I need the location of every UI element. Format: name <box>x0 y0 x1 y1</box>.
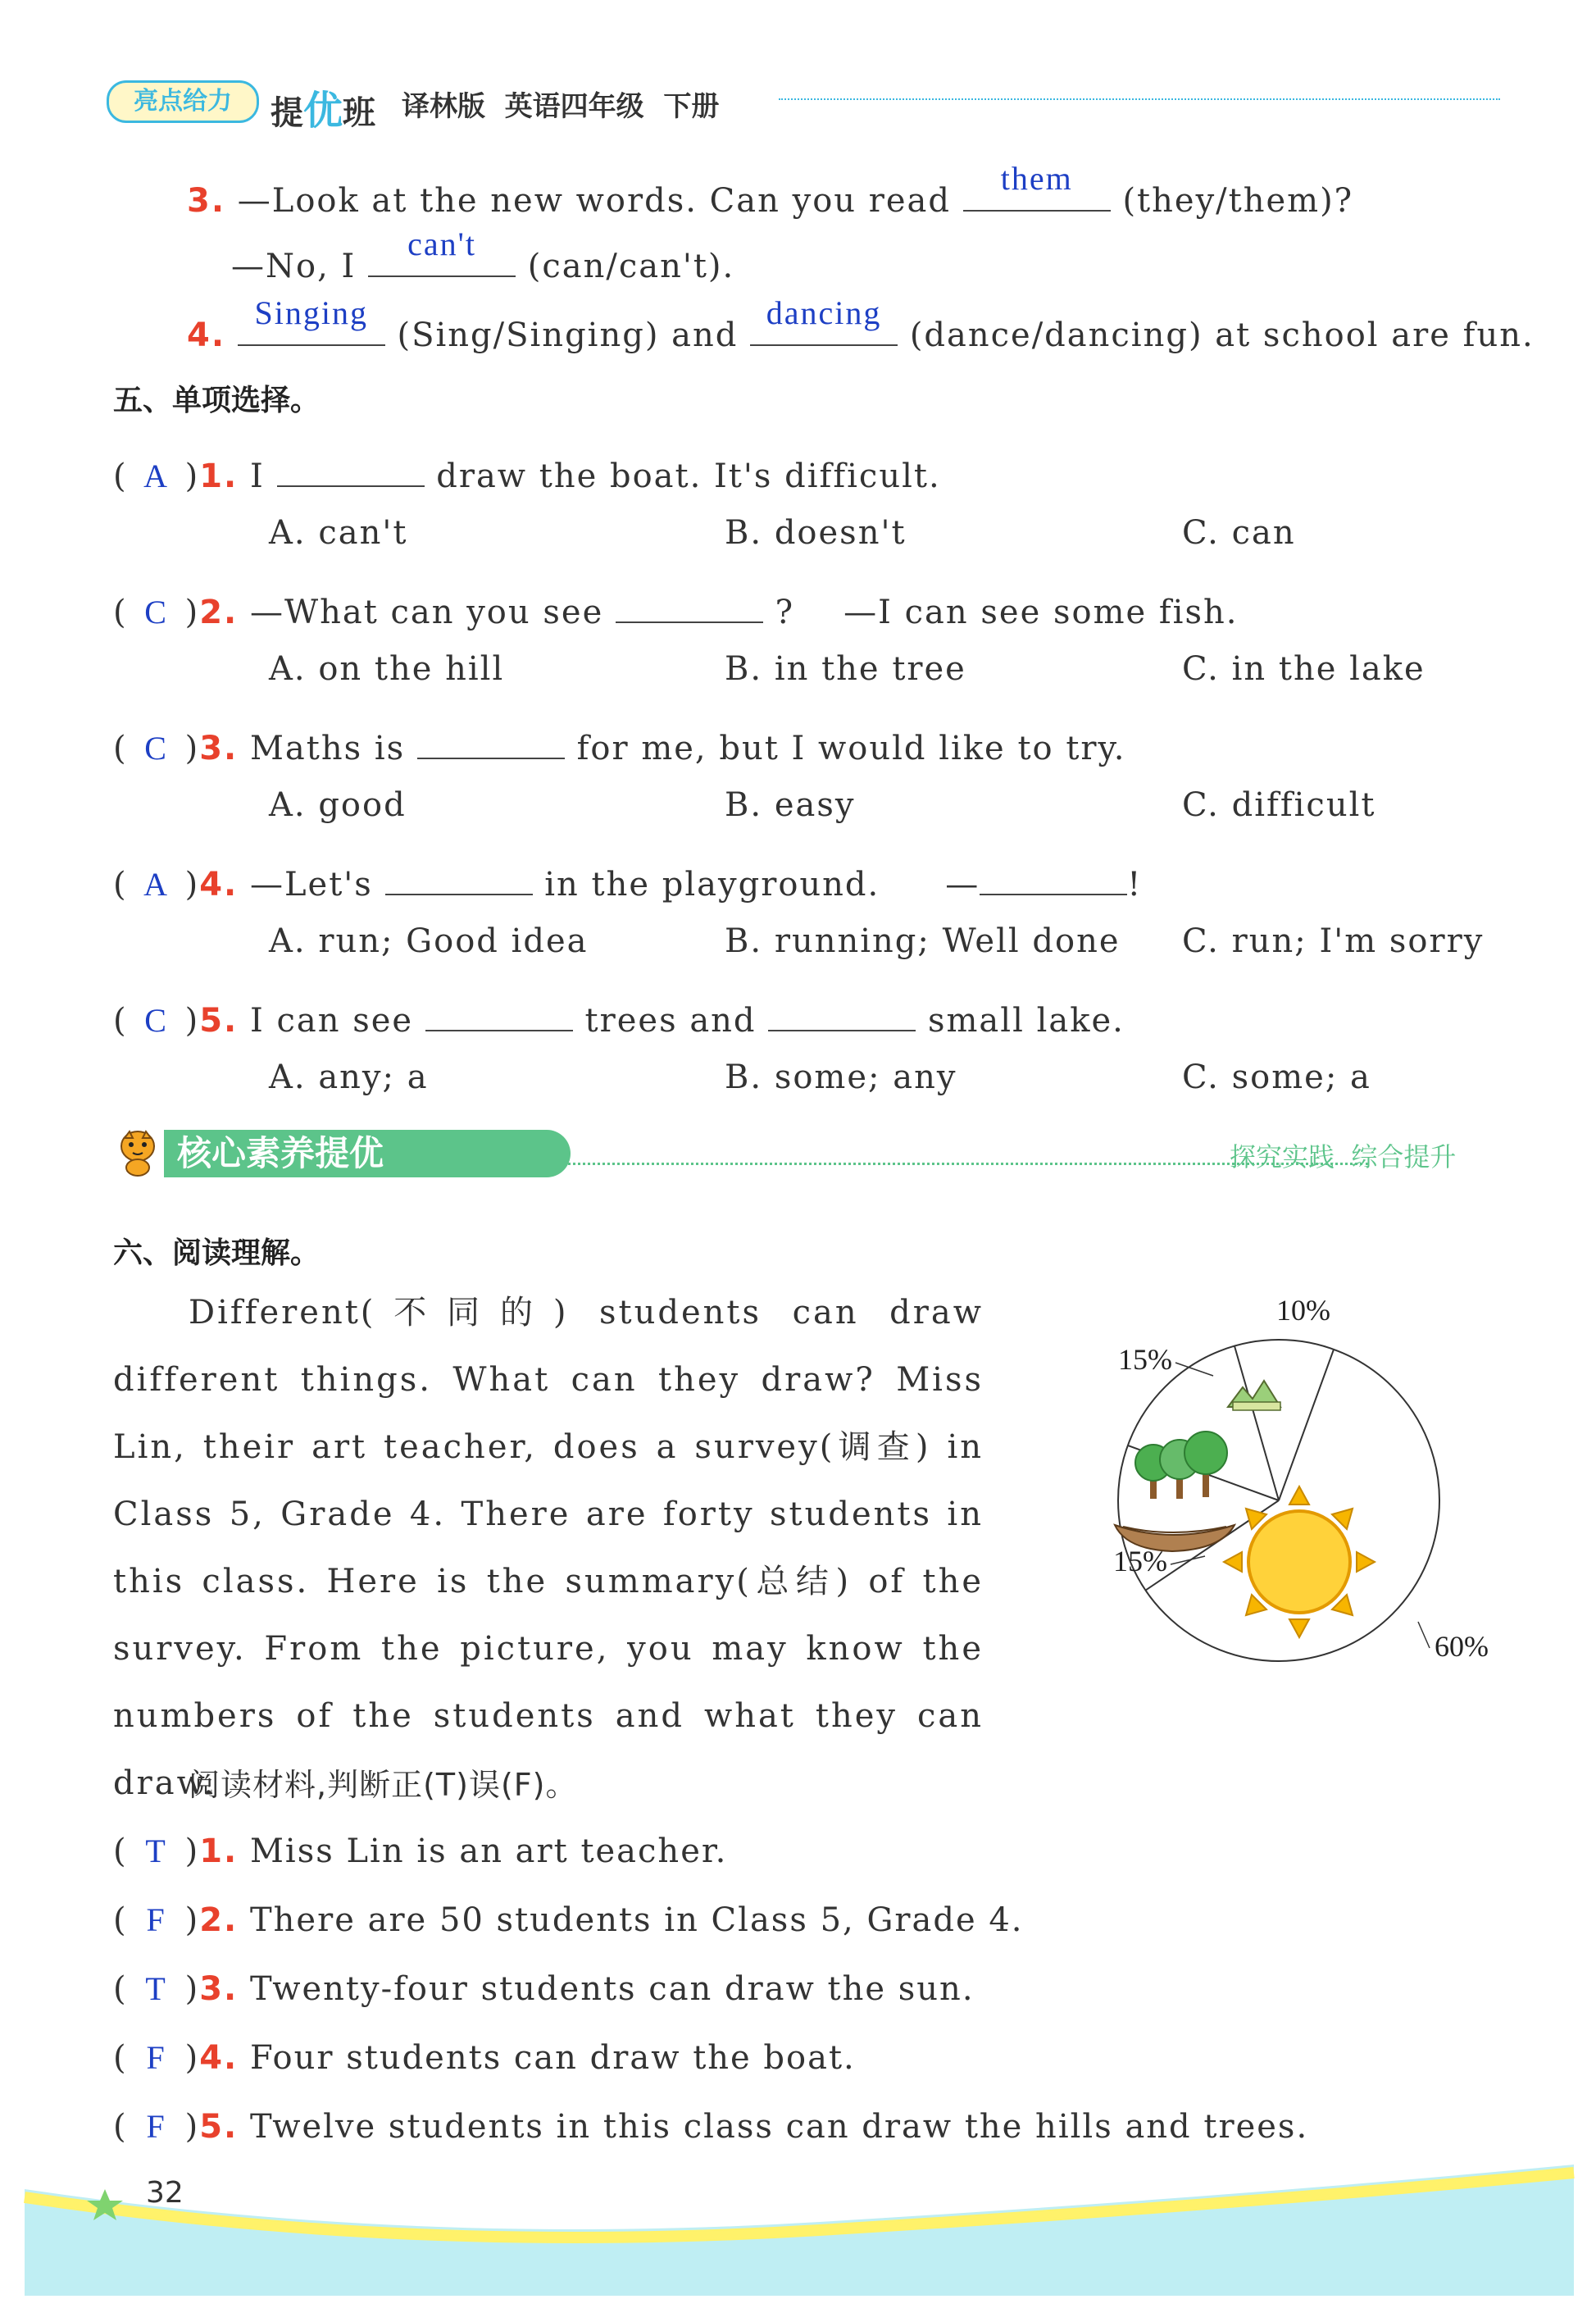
answer-paren-open: ( <box>113 2108 128 2146</box>
answer-choice[interactable]: C <box>144 730 168 767</box>
question-4-4 <box>187 294 1535 354</box>
mc-question <box>113 722 1126 765</box>
option-c[interactable]: C. run; I'm sorry <box>1182 922 1485 960</box>
pie-slice-label: 60% <box>1435 1630 1489 1663</box>
section-5-title: 五、单项选择。 <box>113 384 321 417</box>
question-text: ! <box>1127 866 1143 904</box>
tf-question <box>113 1832 728 1870</box>
option-b[interactable]: B. doesn't <box>725 514 907 552</box>
answer-paren-close: ) <box>184 1832 200 1870</box>
banner-subtitle: 探究实践 综合提升 <box>1230 1141 1457 1172</box>
option-a[interactable]: A. on the hill <box>269 650 505 688</box>
banner-title: 核心素养提优 <box>164 1130 571 1177</box>
header-badge: 亮点给力 <box>107 80 259 123</box>
answer-paren-open: ( <box>113 1970 128 2008</box>
section-6-title: 六、阅读理解。 <box>113 1236 321 1270</box>
pie-slices <box>1118 1340 1439 1661</box>
question-text: Twenty-four students can draw the sun. <box>249 1970 975 2008</box>
mc-question <box>113 858 1143 904</box>
question-blank[interactable] <box>980 858 1127 895</box>
answer-paren-open: ( <box>113 866 128 904</box>
answer-text: can't <box>407 225 476 262</box>
tf-question <box>113 1901 1024 1939</box>
question-number: 4. <box>199 866 239 904</box>
answer-paren-open: ( <box>113 1901 128 1939</box>
option-c[interactable]: C. can <box>1182 514 1296 552</box>
question-text: I can see <box>249 1002 414 1040</box>
question-blank[interactable] <box>417 722 565 759</box>
question-text: Miss Lin is an art teacher. <box>249 1832 728 1870</box>
answer-blank[interactable] <box>750 294 898 346</box>
answer-text: dancing <box>766 294 882 331</box>
question-number: 2. <box>199 1901 239 1939</box>
page-number: 32 <box>146 2176 184 2210</box>
question-4-3-line2 <box>231 225 735 285</box>
question-text: There are 50 students in Class 5, Grade 4. <box>249 1901 1024 1939</box>
answer-paren-close: ) <box>184 1970 200 2008</box>
page-header <box>107 75 1500 134</box>
answer-paren-close: ) <box>184 2108 200 2146</box>
question-text: —What can you see <box>249 594 604 631</box>
pie-slice-label: 10% <box>1276 1295 1330 1327</box>
header-rule <box>779 98 1500 100</box>
answer-paren-close: ) <box>184 1002 200 1040</box>
question-number: 3. <box>199 730 239 767</box>
answer-paren-close: ) <box>184 1901 200 1939</box>
pie-slice-label: 15% <box>1113 1545 1167 1577</box>
answer-choice[interactable]: T <box>145 1970 167 2007</box>
question-number: 1. <box>199 1832 239 1870</box>
question-text: —Look at the new words. Can you read <box>237 182 952 220</box>
answer-paren-open: ( <box>113 730 128 767</box>
answer-choice[interactable]: F <box>146 2039 166 2076</box>
question-blank[interactable] <box>768 994 916 1031</box>
question-blank[interactable] <box>425 994 573 1031</box>
tf-question <box>113 1970 975 2008</box>
header-info: 译林版 英语四年级 下册 <box>402 90 720 123</box>
question-number: 2. <box>199 594 239 631</box>
answer-choice[interactable]: T <box>145 1832 167 1869</box>
brand-part-2: 优 <box>303 88 343 134</box>
question-text: draw the boat. It's difficult. <box>436 458 941 495</box>
option-c[interactable]: C. some; a <box>1182 1058 1371 1096</box>
question-blank[interactable] <box>277 449 425 487</box>
answer-text: Singing <box>254 294 368 331</box>
question-text: (Sing/Singing) and <box>397 316 739 354</box>
reading-instruction: 阅读材料,判断正(T)误(F)。 <box>189 1767 578 1803</box>
option-b[interactable]: B. running; Well done <box>725 922 1121 960</box>
option-b[interactable]: B. in the tree <box>725 650 966 688</box>
header-brand <box>271 79 375 135</box>
question-text: —I can see some fish. <box>843 594 1239 631</box>
tf-question <box>113 2039 856 2077</box>
answer-paren-open: ( <box>113 2039 128 2077</box>
question-text: ? <box>775 594 795 631</box>
question-text: (can/can't). <box>527 248 735 285</box>
question-text: Maths is <box>249 730 406 767</box>
question-number: 3. <box>199 1970 239 2008</box>
question-number: 1. <box>199 458 239 495</box>
option-c[interactable]: C. difficult <box>1182 786 1376 824</box>
option-a[interactable]: A. can't <box>269 514 408 552</box>
question-number: 4. <box>187 316 226 354</box>
question-text: (they/them)? <box>1122 182 1354 220</box>
answer-paren-open: ( <box>113 458 128 495</box>
question-text: — <box>945 866 980 904</box>
option-b[interactable]: B. some; any <box>725 1058 957 1096</box>
question-number: 3. <box>187 182 226 220</box>
question-text: for me, but I would like to try. <box>576 730 1126 767</box>
answer-blank[interactable] <box>238 294 385 346</box>
reading-passage: Different(不同的) students can draw different things. What can they draw? Miss Lin, their art teacher, does a survey(调查) in Class 5, Grade 4. There are forty students in this class. Here is the summary(总结) of the survey. From the picture, you may know the numbers of the students and what they can draw. <box>113 1294 984 1802</box>
brand-part-1: 提 <box>271 94 303 132</box>
question-text: trees and <box>584 1002 757 1040</box>
answer-choice[interactable]: F <box>146 2108 166 2145</box>
answer-text: them <box>1000 160 1073 197</box>
answer-choice[interactable]: C <box>144 1002 168 1039</box>
question-text: —No, I <box>231 248 357 285</box>
option-a[interactable]: A. good <box>269 786 407 824</box>
option-a[interactable]: A. run; Good idea <box>269 922 589 960</box>
question-number: 5. <box>199 2108 239 2146</box>
mc-question <box>113 585 1238 629</box>
pie-slice-label: 15% <box>1118 1343 1172 1376</box>
question-number: 4. <box>199 2039 239 2077</box>
answer-choice[interactable]: C <box>144 594 168 631</box>
question-text: in the playground. <box>544 866 880 904</box>
tiger-icon <box>115 1128 161 1177</box>
answer-choice[interactable]: A <box>143 458 170 494</box>
option-b[interactable]: B. easy <box>725 786 856 824</box>
pie-leader-line <box>1418 1622 1430 1648</box>
option-a[interactable]: A. any; a <box>269 1058 429 1096</box>
answer-paren-open: ( <box>113 594 128 631</box>
answer-choice[interactable]: F <box>146 1901 166 1938</box>
option-c[interactable]: C. in the lake <box>1182 650 1425 688</box>
footer-wave <box>0 2132 1596 2296</box>
answer-paren-close: ) <box>184 458 200 495</box>
answer-paren-close: ) <box>184 594 200 631</box>
question-text: small lake. <box>927 1002 1125 1040</box>
question-blank[interactable] <box>385 858 533 895</box>
answer-paren-open: ( <box>113 1832 128 1870</box>
answer-paren-close: ) <box>184 2039 200 2077</box>
answer-blank[interactable] <box>368 225 516 277</box>
question-blank[interactable] <box>616 585 763 623</box>
answer-choice[interactable]: A <box>143 866 170 903</box>
question-text: (dance/dancing) at school are fun. <box>909 316 1535 354</box>
question-text: —Let's <box>249 866 373 904</box>
mc-question <box>113 449 941 493</box>
brand-part-3: 班 <box>343 94 376 132</box>
answer-paren-close: ) <box>184 866 200 904</box>
answer-paren-close: ) <box>184 730 200 767</box>
mc-question <box>113 994 1125 1040</box>
question-number: 5. <box>199 1002 239 1040</box>
question-4-3-line1 <box>187 160 1354 220</box>
core-banner <box>107 1125 1500 1182</box>
question-text: I <box>249 458 265 495</box>
question-text: Twelve students in this class can draw the hills and trees. <box>249 2108 1309 2146</box>
answer-paren-open: ( <box>113 1002 128 1040</box>
survey-pie-chart <box>1033 1295 1525 1705</box>
answer-blank[interactable] <box>963 160 1111 212</box>
question-text: Four students can draw the boat. <box>249 2039 856 2077</box>
